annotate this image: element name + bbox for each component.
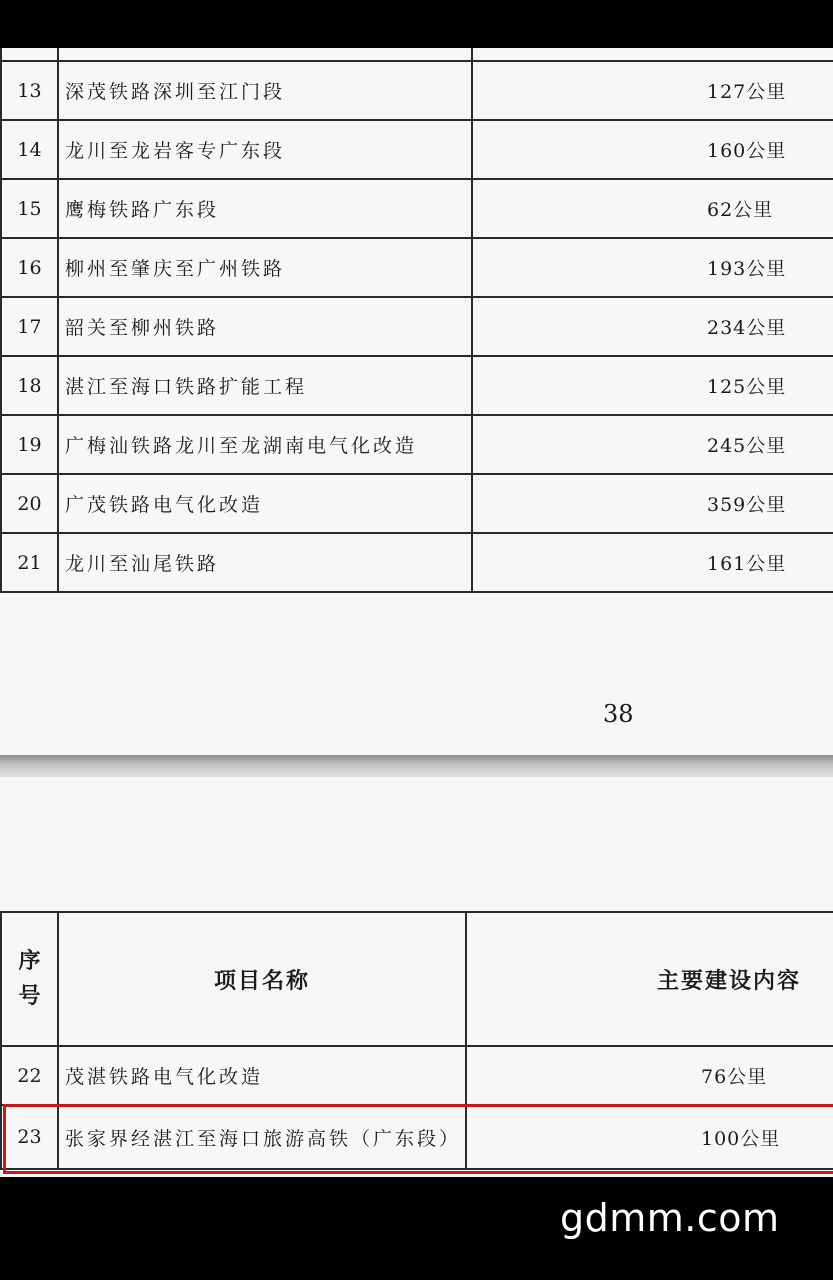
row-number: 21 [1,533,58,592]
construction-content [472,48,833,61]
project-name: 龙川至汕尾铁路 [58,533,472,592]
row-number [1,48,58,61]
header-serial-number [1,912,58,1046]
table-row-highlighted [1,1105,833,1169]
row-number: 19 [1,415,58,474]
construction-content: 245公里 [472,415,833,474]
railway-project-table-upper [0,48,833,593]
header-construction-content: 主要建设内容 [466,912,833,1046]
row-number: 14 [1,120,58,179]
project-name: 张家界经湛江至海口旅游高铁（广东段） [58,1105,466,1169]
construction-content: 160公里 [472,120,833,179]
project-name: 深茂铁路深圳至江门段 [58,61,472,120]
table-row [1,238,833,297]
construction-content: 127公里 [472,61,833,120]
project-name: 韶关至柳州铁路 [58,297,472,356]
project-name: 广茂铁路电气化改造 [58,474,472,533]
project-name: 柳州至肇庆至广州铁路 [58,238,472,297]
table-row [1,474,833,533]
table-row [1,356,833,415]
construction-content: 161公里 [472,533,833,592]
top-black-bar [0,0,833,48]
construction-content: 125公里 [472,356,833,415]
project-name: 茂湛铁路电气化改造 [58,1046,466,1105]
header-serial-line2: 号 [18,984,41,1009]
table-row [1,61,833,120]
row-number: 17 [1,297,58,356]
table-row [1,179,833,238]
construction-content: 359公里 [472,474,833,533]
row-number: 18 [1,356,58,415]
document-page-lower [0,777,833,1177]
document-page-upper [0,48,833,755]
table-row [1,120,833,179]
table-header-row [1,912,833,1046]
construction-content: 193公里 [472,238,833,297]
table-row [1,48,833,61]
table-row [1,415,833,474]
project-name: 湛江至海口铁路扩能工程 [58,356,472,415]
row-number: 16 [1,238,58,297]
page-separator [0,755,833,777]
row-number: 15 [1,179,58,238]
row-number: 13 [1,61,58,120]
construction-content: 76公里 [466,1046,833,1105]
row-number: 20 [1,474,58,533]
project-name: 鹰梅铁路广东段 [58,179,472,238]
page-number: 38 [603,700,634,728]
row-number: 23 [1,1105,58,1169]
table-row [1,533,833,592]
header-serial-line1: 序 [18,948,41,974]
site-watermark: gdmm.com [560,1196,780,1240]
project-name: 广梅汕铁路龙川至龙湖南电气化改造 [58,415,472,474]
row-number: 22 [1,1046,58,1105]
table-row [1,1046,833,1105]
railway-project-table-lower [0,911,833,1170]
construction-content: 234公里 [472,297,833,356]
header-project-name: 项目名称 [58,912,466,1046]
table-row [1,297,833,356]
construction-content: 100公里 [466,1105,833,1169]
project-name [58,48,472,61]
construction-content: 62公里 [472,179,833,238]
project-name: 龙川至龙岩客专广东段 [58,120,472,179]
